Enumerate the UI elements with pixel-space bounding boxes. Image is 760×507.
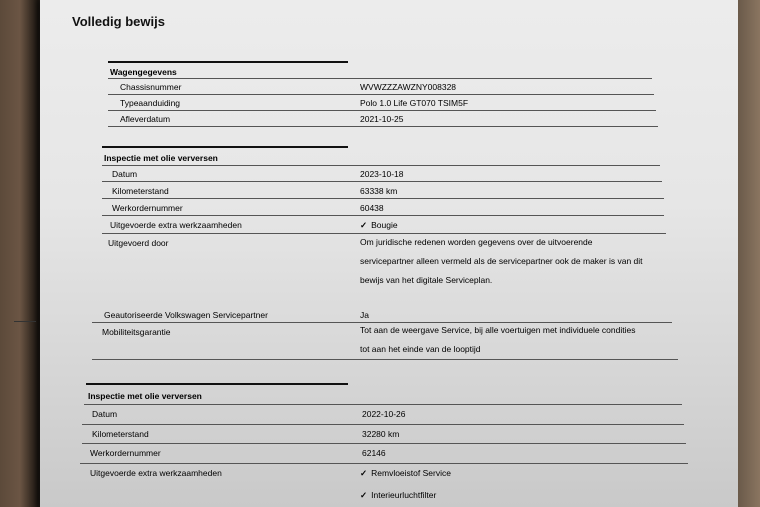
row-label: Afleverdatum <box>120 114 171 124</box>
row-label: Kilometerstand <box>112 186 169 196</box>
extra-work-value: Interieurluchtfilter <box>371 490 437 500</box>
executed-by-label: Uitgevoerd door <box>108 238 169 248</box>
row-label: Uitgevoerde extra werkzaamheden <box>90 468 222 478</box>
row-label: Chassisnummer <box>120 82 182 92</box>
row-label: Datum <box>92 409 118 419</box>
extra-work-value: Remvloeistof Service <box>371 468 451 478</box>
section-header-inspection: Inspectie met olie verversen <box>88 391 202 401</box>
extra-work-value: Bougie <box>371 220 398 230</box>
mobility-text <box>360 321 690 359</box>
row-value: 63338 km <box>360 186 398 196</box>
divider <box>82 443 686 444</box>
row-value: 32280 km <box>362 429 400 439</box>
row-value: 2021-10-25 <box>360 114 404 124</box>
executed-by-text <box>360 233 680 290</box>
row-value <box>360 468 451 479</box>
row-value: Polo 1.0 Life GT070 TSIM5F <box>360 98 469 108</box>
text-line: bewijs van het digitale Serviceplan. <box>360 275 493 285</box>
row-value: WVWZZZAWZNY008328 <box>360 82 457 92</box>
divider <box>80 463 688 464</box>
authorized-label: Geautoriseerde Volkswagen Servicepartner <box>104 310 268 320</box>
page-title: Volledig bewijs <box>72 14 165 29</box>
section-rule <box>86 383 348 385</box>
divider <box>108 126 658 127</box>
row-label: Werkordernummer <box>90 448 161 458</box>
row-value: 60438 <box>360 203 384 213</box>
stray-mark <box>14 321 36 322</box>
section-rule <box>108 61 348 63</box>
row-label: Kilometerstand <box>92 429 149 439</box>
row-label: Werkordernummer <box>112 203 183 213</box>
text-line: servicepartner alleen vermeld als de servicepartner ook de maker is van dit <box>360 256 643 266</box>
check-icon: ✓ <box>360 220 368 230</box>
divider <box>82 424 684 425</box>
mobility-label: Mobiliteitsgarantie <box>102 327 171 337</box>
divider <box>102 198 664 199</box>
divider <box>108 94 654 95</box>
background-edge <box>738 0 760 507</box>
row-label: Datum <box>112 169 138 179</box>
divider <box>92 359 678 360</box>
authorized-value: Ja <box>360 310 369 320</box>
divider <box>102 165 660 166</box>
divider <box>102 181 662 182</box>
section-rule <box>102 146 348 148</box>
divider <box>102 215 664 216</box>
row-value <box>360 220 398 231</box>
section-header-inspection: Inspectie met olie verversen <box>104 153 218 163</box>
row-label: Uitgevoerde extra werkzaamheden <box>110 220 242 230</box>
row-label: Typeaanduiding <box>120 98 181 108</box>
text-line: tot aan het einde van de looptijd <box>360 344 481 354</box>
row-value: 2023-10-18 <box>360 169 404 179</box>
row-value: 2022-10-26 <box>362 409 406 419</box>
section-header-vehicle: Wagengegevens <box>110 67 177 77</box>
divider <box>108 110 656 111</box>
check-icon: ✓ <box>360 490 368 500</box>
divider <box>108 78 652 79</box>
divider <box>84 404 682 405</box>
row-value: 62146 <box>362 448 386 458</box>
check-icon: ✓ <box>360 468 368 478</box>
text-line: Om juridische redenen worden gegevens over de uitvoerende <box>360 237 593 247</box>
text-line: Tot aan de weergave Service, bij alle voertuigen met individuele condities <box>360 325 636 335</box>
table-row <box>360 490 436 501</box>
